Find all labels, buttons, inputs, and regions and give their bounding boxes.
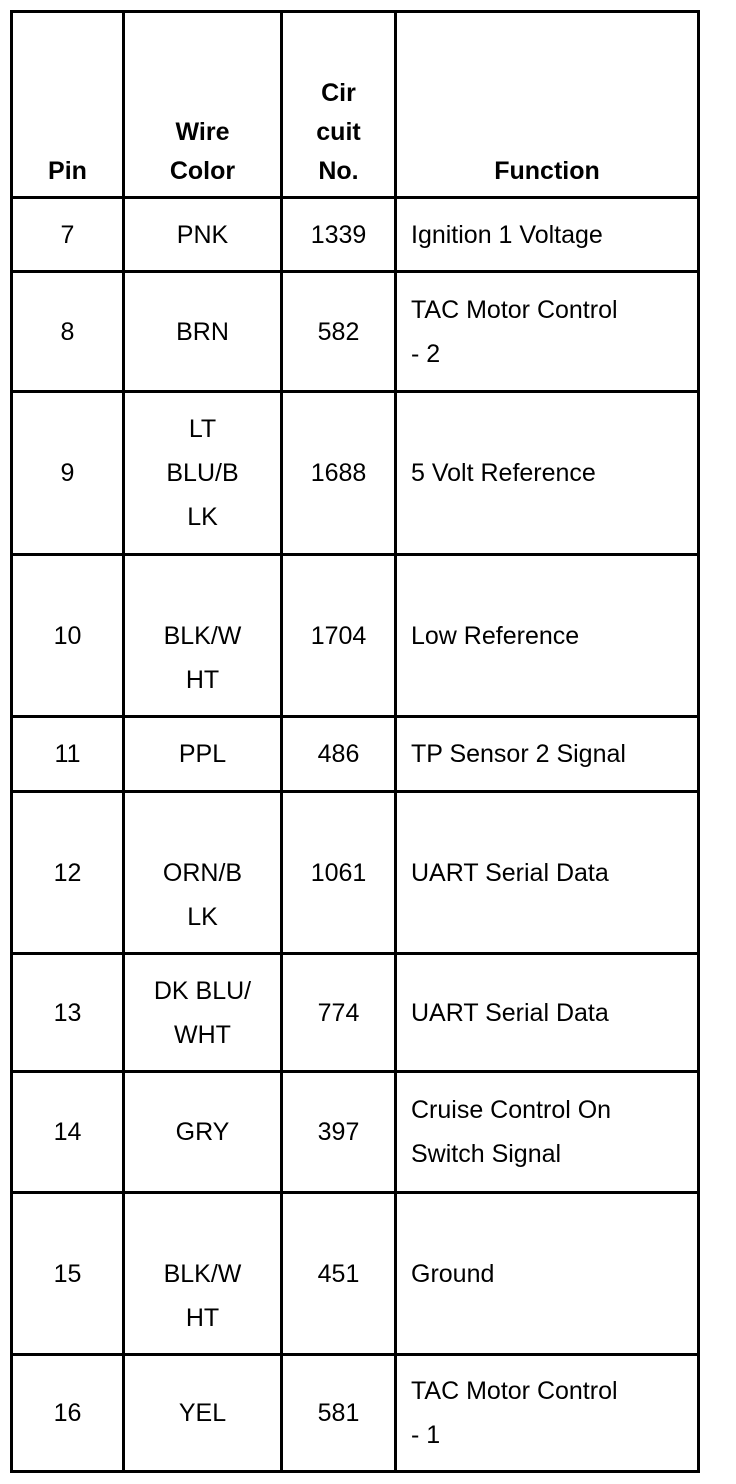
table-row <box>12 792 699 954</box>
wire-color-cell: GRY <box>124 1072 282 1193</box>
circuit-cell: 397 <box>282 1072 396 1193</box>
table-row <box>12 1355 699 1472</box>
circuit-cell: 774 <box>282 954 396 1072</box>
header-wire-color: Wire Color <box>124 12 282 198</box>
wire-color-cell: PNK <box>124 198 282 272</box>
wire-color-cell: BRN <box>124 272 282 392</box>
wire-color-cell: YEL <box>124 1355 282 1472</box>
table-row <box>12 717 699 792</box>
circuit-cell: 451 <box>282 1193 396 1355</box>
table-row <box>12 1072 699 1193</box>
function-cell: Ignition 1 Voltage <box>396 198 699 272</box>
header-row <box>12 12 699 198</box>
wire-color-cell: DK BLU/ WHT <box>124 954 282 1072</box>
function-cell: UART Serial Data <box>396 954 699 1072</box>
pin-cell: 12 <box>12 792 124 954</box>
wire-color-cell: BLK/W HT <box>124 555 282 717</box>
header-circuit-no: Cir cuit No. <box>282 12 396 198</box>
circuit-cell: 1688 <box>282 392 396 555</box>
function-cell: Cruise Control On Switch Signal <box>396 1072 699 1193</box>
wire-color-cell: LT BLU/B LK <box>124 392 282 555</box>
header-pin: Pin <box>12 12 124 198</box>
function-cell: TAC Motor Control - 1 <box>396 1355 699 1472</box>
header-function: Function <box>396 12 699 198</box>
circuit-cell: 581 <box>282 1355 396 1472</box>
table-row <box>12 198 699 272</box>
pin-cell: 10 <box>12 555 124 717</box>
wire-color-cell: BLK/W HT <box>124 1193 282 1355</box>
circuit-cell: 1061 <box>282 792 396 954</box>
function-cell: 5 Volt Reference <box>396 392 699 555</box>
pin-cell: 16 <box>12 1355 124 1472</box>
pin-cell: 11 <box>12 717 124 792</box>
pin-cell: 7 <box>12 198 124 272</box>
function-cell: UART Serial Data <box>396 792 699 954</box>
pin-cell: 13 <box>12 954 124 1072</box>
function-cell: TP Sensor 2 Signal <box>396 717 699 792</box>
table-row <box>12 272 699 392</box>
table-row <box>12 954 699 1072</box>
function-cell: TAC Motor Control - 2 <box>396 272 699 392</box>
connector-pinout-table <box>10 10 700 1473</box>
circuit-cell: 1704 <box>282 555 396 717</box>
pin-cell: 9 <box>12 392 124 555</box>
circuit-cell: 582 <box>282 272 396 392</box>
circuit-cell: 1339 <box>282 198 396 272</box>
circuit-cell: 486 <box>282 717 396 792</box>
function-cell: Ground <box>396 1193 699 1355</box>
pin-cell: 14 <box>12 1072 124 1193</box>
table-row <box>12 555 699 717</box>
function-cell: Low Reference <box>396 555 699 717</box>
pin-cell: 8 <box>12 272 124 392</box>
table-row <box>12 1193 699 1355</box>
table-row <box>12 392 699 555</box>
pin-cell: 15 <box>12 1193 124 1355</box>
wire-color-cell: ORN/B LK <box>124 792 282 954</box>
wire-color-cell: PPL <box>124 717 282 792</box>
